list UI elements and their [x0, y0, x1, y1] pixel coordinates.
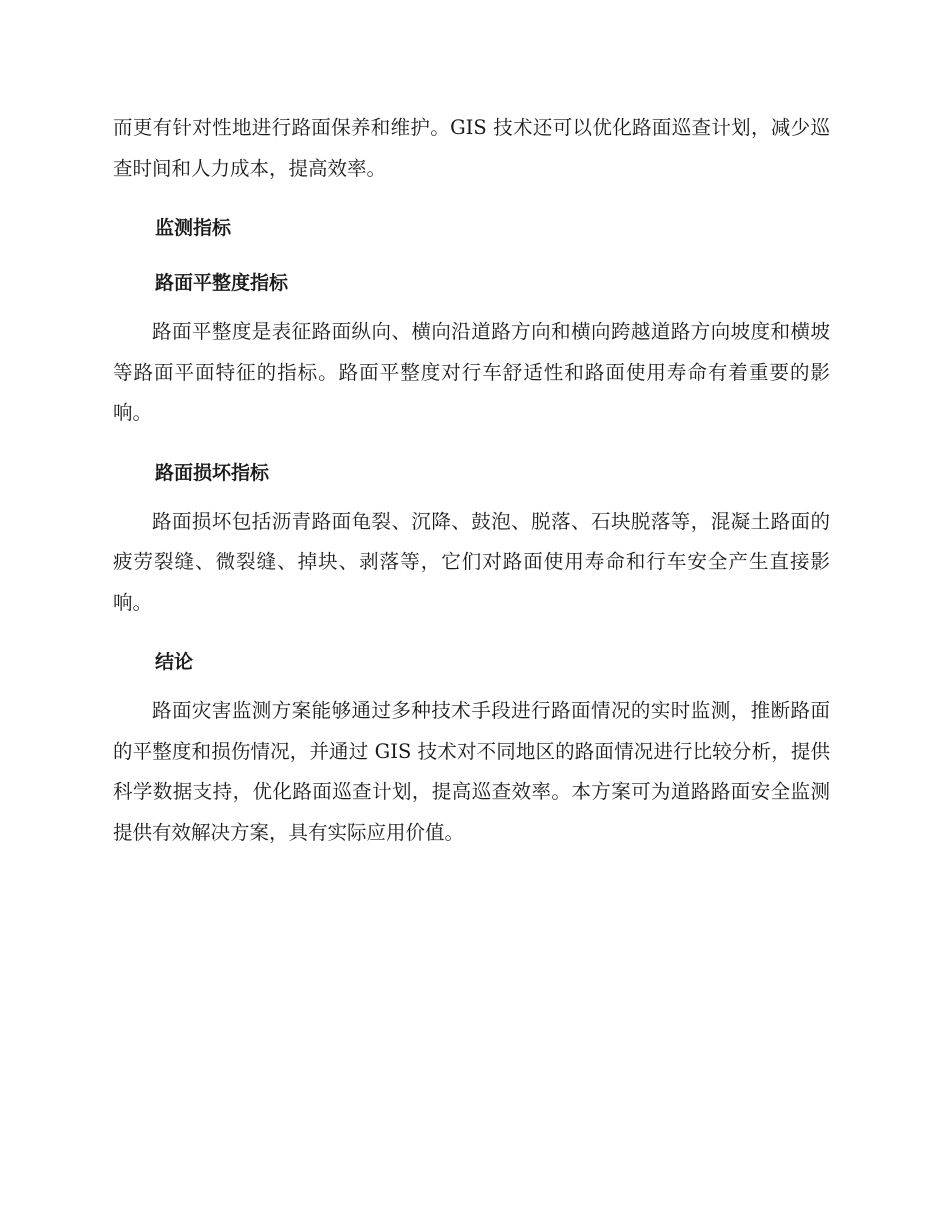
continuation-paragraph: 而更有针对性地进行路面保养和维护。GIS 技术还可以优化路面巡查计划，减少巡查时间和人力成本，提高效率。 [113, 116, 830, 180]
heading-damage-indicator: 路面损坏指标 [155, 461, 270, 484]
document-page [113, 108, 830, 853]
paragraph-flatness: 路面平整度是表征路面纵向、横向沿道路方向和横向跨越道路方向坡度和横坡等路面平面特征的指标。路面平整度对行车舒适性和路面使用寿命有着重要的影响。 [113, 320, 830, 424]
paragraph-conclusion: 路面灾害监测方案能够通过多种技术手段进行路面情况的实时监测，推断路面的平整度和损伤情况，并通过 GIS 技术对不同地区的路面情况进行比较分析，提供科学数据支持，优化路面巡查计划，提高巡查效率。本方案可为道路路面安全监测提供有效解决方案，具有实际应用价值。 [113, 699, 830, 844]
heading-conclusion: 结论 [155, 651, 194, 673]
paragraph-damage: 路面损坏包括沥青路面龟裂、沉降、鼓泡、脱落、石块脱落等，混凝土路面的疲劳裂缝、微裂缝、掉块、剥落等，它们对路面使用寿命和行车安全产生直接影响。 [113, 509, 830, 614]
heading-monitoring-indicators: 监测指标 [155, 217, 232, 239]
heading-flatness-indicator: 路面平整度指标 [155, 272, 289, 294]
